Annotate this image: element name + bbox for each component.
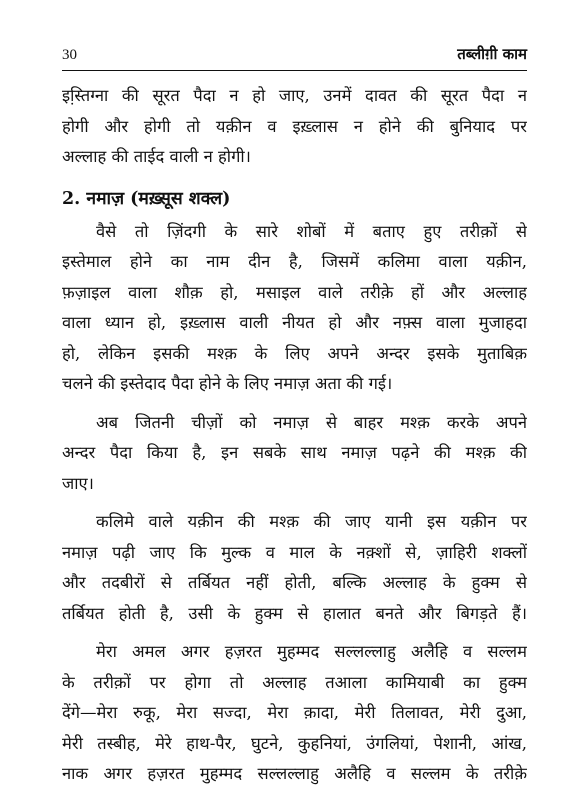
intro-paragraph — [62, 81, 527, 173]
text-line: वैसे तो ज़िंदगी के सारे शोबों में बताए हुए तरीक़ों से — [96, 221, 527, 241]
text-line: चलने की इस्तेदाद पैदा होने के लिए नमाज़ अता की गई। — [62, 374, 393, 393]
text-line: इस्ति़ग्ना की सूरत पैदा न हो जाए, उनमें दावत की सूरत पैदा न — [62, 86, 527, 105]
text-line: हो, लेकिन इसकी मश्क़ के लिए अपने अन्दर इसके मुताबिक़ — [62, 343, 527, 363]
running-title: तब्लीग़ी काम — [457, 45, 527, 63]
text-line: होगी और होगी तो यक़ीन व इख़्लास न होने की बुनियाद पर — [62, 116, 527, 136]
text-line: मेरा अमल अगर हज़रत मुहम्मद सल्लल्लाहु अलैहि व सल्लम — [96, 642, 527, 661]
text-line: नाक अगर हज़रत मुहम्मद सल्लल्लाहु अलैहि व सल्लम के तरीक़े — [62, 764, 527, 783]
text-line: अब जितनी चीज़ों को नमाज़ से बाहर मश्क़ करके अपने — [96, 412, 527, 432]
text-line: फ़ज़ाइल वाला शौक़ हो, मसाइल वाले तरीक़े हों और अल्लाह — [62, 282, 527, 302]
text-line: वाला ध्यान हो, इख़्लास वाली नीयत हो और नफ़्स वाला मुजाहदा — [62, 313, 527, 332]
text-line: कलिमे वाले यक़ीन की मश्क़ की जाए यानी इस यक़ीन पर — [96, 512, 527, 531]
body-paragraph — [62, 637, 527, 790]
header-rule — [62, 70, 527, 71]
body-paragraph — [62, 507, 527, 629]
text-line: तर्बियत होती है, उसी के हुक्म से हालात बनते और बिगड़ते हैं। — [62, 603, 527, 623]
text-line: जाए। — [62, 473, 94, 493]
text-line: देंगे—मेरा रुकू, मेरा सज्दा, मेरा क़ादा, मेरी तिलावत, मेरी दुआ, — [62, 703, 527, 722]
text-line: इस्तेमाल होने का नाम दीन है, जिसमें कलिमा वाला यक़ीन, — [62, 252, 527, 271]
body-paragraph — [62, 408, 527, 500]
text-line: नमाज़ पढ़ी जाए कि मुल्क व माल के नक़्शों से, ज़ाहिरी शक्लों — [62, 542, 527, 562]
text-line: मेरी तस्बीह, मेरे हाथ-पैर, घुटने, कुहनियां, उंगलियां, पेशानी, आंख, — [62, 733, 527, 753]
body-paragraph — [62, 217, 527, 400]
section-heading: 2. नमाज़ (मख़्सूस शक्ल) — [62, 188, 231, 209]
text-line: के तरीक़ों पर होगा तो अल्लाह तआला कामियाबी का हुक्म — [62, 672, 527, 692]
page-number: 30 — [62, 47, 77, 63]
text-line: और तदबीरों से तर्बियत नहीं होती, बल्कि अल्लाह के हुक्म से — [62, 573, 527, 592]
text-line: अल्लाह की ताईद वाली न होगी। — [62, 147, 251, 166]
text-line: अन्दर पैदा किया है, इन सबके साथ नमाज़ पढ़ने की मश्क़ की — [62, 443, 527, 462]
page-header — [62, 42, 527, 64]
